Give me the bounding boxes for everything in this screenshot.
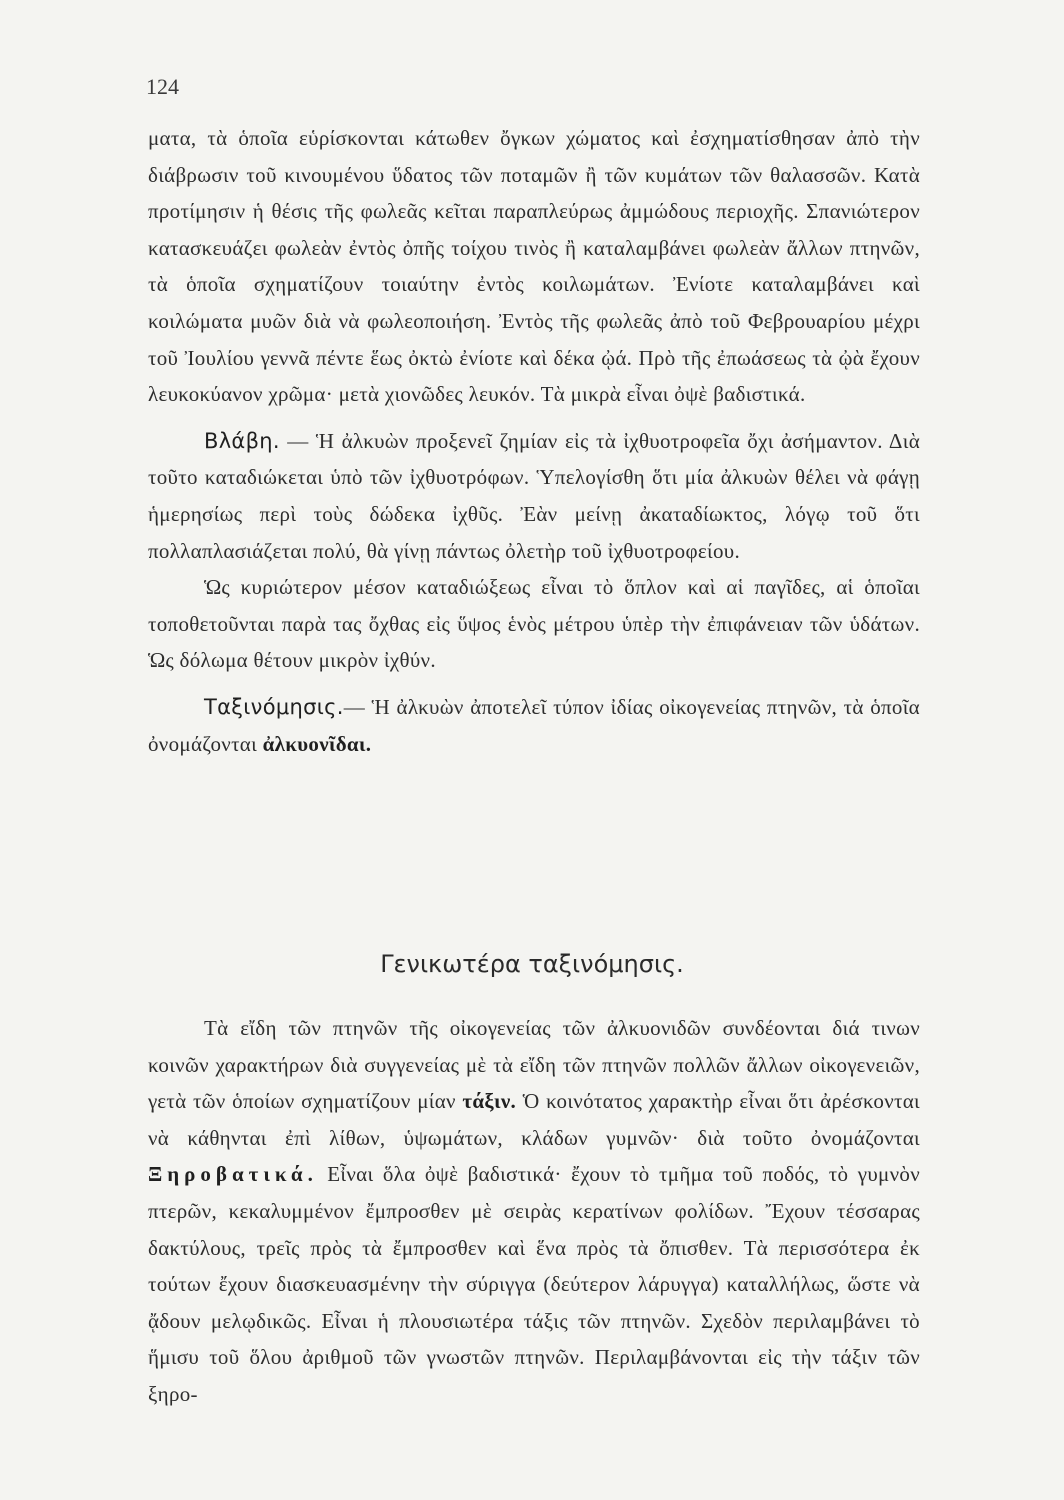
- page-number: 124: [146, 74, 179, 99]
- paragraph-classification: [148, 689, 920, 762]
- heading-classification: Ταξινόμησις.: [204, 694, 344, 719]
- paragraph-damage-text: — Ἡ ἀλκυὼν προξενεῖ ζημίαν εἰς τὰ ἰχθυοτροφεῖα ὄχι ἀσήμαντον. Διὰ τοῦτο καταδιώκεται ὑπὸ τῶν ἰχθυοτρόφων. Ὑπελογίσθη ὅτι μία ἀλκυὼν θέλει νὰ φάγῃ ἡμερησίως περὶ τοὺς δώδεκα ἰχθῦς. Ἐὰν μείνῃ ἀκαταδίωκτος, λόγῳ τοῦ ὅτι πολλαπλασιάζεται πολύ, θὰ γίνῃ πάντως ὀλετὴρ τοῦ ἰχθυοτροφείου.: [148, 428, 920, 563]
- section-title: Γενικωτέρα ταξινόμησις.: [380, 950, 684, 978]
- heading-damage: Βλάβη.: [204, 428, 280, 453]
- term-alkyonidai: ἀλκυονῖδαι.: [262, 731, 372, 756]
- paragraph-classification-text: — Ἡ ἀλκυὼν ἀποτελεῖ τύπον ἰδίας οἰκογενείας πτηνῶν, τὰ ὁποῖα ὀνομάζονται: [148, 694, 920, 756]
- paragraph-general: [148, 1010, 920, 1413]
- paragraph-hunting: [148, 569, 920, 679]
- term-taxis: τάξιν.: [462, 1089, 517, 1114]
- body-text-top: [148, 120, 920, 762]
- paragraph-general-text-b: Ὁ κοινότατος χαρακτὴρ εἶναι ὅτι ἀρέσκονται νὰ κάθηνται ἐπὶ λίθων, ὑψωμάτων, κλάδων γυμνῶν· διὰ τοῦτο ὀνομάζονται: [148, 1089, 920, 1150]
- body-text-bottom: [148, 1010, 920, 1413]
- paragraph-general-text-c: Εἶναι ὅλα ὀψὲ βαδιστικά· ἔχουν τὸ τμῆμα τοῦ ποδός, τὸ γυμνὸν πτερῶν, κεκαλυμμένον ἔμπροσθεν μὲ σειρὰς κερατίνων φολίδων. Ἔχουν τέσσαρας δακτύλους, τρεῖς πρὸς τὰ ἔμπροσθεν καὶ ἕνα πρὸς τὰ ὄπισθεν. Τὰ περισσότερα ἐκ τούτων ἔχουν διασκευασμένην τὴν σύριγγα (δεύτερον λάρυγγα) καταλλήλως, ὥστε νὰ ᾄδουν μελῳδικῶς. Εἶναι ἡ πλουσιωτέρα τάξις τῶν πτηνῶν. Σχεδὸν περιλαμβάνει τὸ ἥμισυ τοῦ ὅλου ἀριθμοῦ τῶν γνωστῶν πτηνῶν. Περιλαμβάνονται εἰς τὴν τάξιν τῶν ξηρο-: [148, 1162, 920, 1406]
- paragraph-hunting-text: Ὡς κυριώτερον μέσον καταδιώξεως εἶναι τὸ ὅπλον καὶ αἱ παγῖδες, αἱ ὁποῖαι τοποθετοῦνται παρὰ τας ὄχθας εἰς ὕψος ἑνὸς μέτρου ὑπὲρ τὴν ἐπιφάνειαν τῶν ὑδάτων. Ὡς δόλωμα θέτουν μικρὸν ἰχθύν.: [148, 575, 920, 673]
- paragraph-damage: [148, 423, 920, 569]
- paragraph-nest: [148, 120, 920, 413]
- paragraph-nest-text: ματα, τὰ ὁποῖα εὑρίσκονται κάτωθεν ὄγκων χώματος καὶ ἐσχηματίσθησαν ἀπὸ τὴν διάβρωσιν τοῦ κινουμένου ὕδατος τῶν ποταμῶν ἢ τῶν κυμάτων τῶν θαλασσῶν. Κατὰ προτίμησιν ἡ θέσις τῆς φωλεᾶς κεῖται παραπλεύρως ἀμμώδους περιοχῆς. Σπανιώτερον κατασκευάζει φωλεὰν ἐντὸς ὀπῆς τοίχου τινὸς ἢ καταλαμβάνει φωλεὰν ἄλλων πτηνῶν, τὰ ὁποῖα σχηματίζουν τοιαύτην ἐντὸς κοιλωμάτων. Ἐνίοτε καταλαμβάνει καὶ κοιλώματα μυῶν διὰ νὰ φωλεοποιήση. Ἐντὸς τῆς φωλεᾶς ἀπὸ τοῦ Φεβρουαρίου μέχρι τοῦ Ἰουλίου γεννᾶ πέντε ἕως ὀκτὼ ἐνίοτε καὶ δέκα ᾠά. Πρὸ τῆς ἐπωάσεως τὰ ᾠὰ ἔχουν λευκοκύανον χρῶμα· μετὰ χιονῶδες λευκόν. Τὰ μικρὰ εἶναι ὀψὲ βαδιστικά.: [148, 126, 920, 407]
- term-xirovatika: Ξηροβατικά.: [148, 1162, 318, 1187]
- paragraph-general-text-a: Τὰ εἴδη τῶν πτηνῶν τῆς οἰκογενείας τῶν ἀλκυονιδῶν συνδέονται διά τινων κοινῶν χαρακτήρων διὰ συγγενείας μὲ τὰ εἴδη τῶν πτηνῶν πολλῶν ἄλλων οἰκογενειῶν, γετὰ τῶν ὁποίων σχηματίζουν μίαν: [148, 1016, 920, 1114]
